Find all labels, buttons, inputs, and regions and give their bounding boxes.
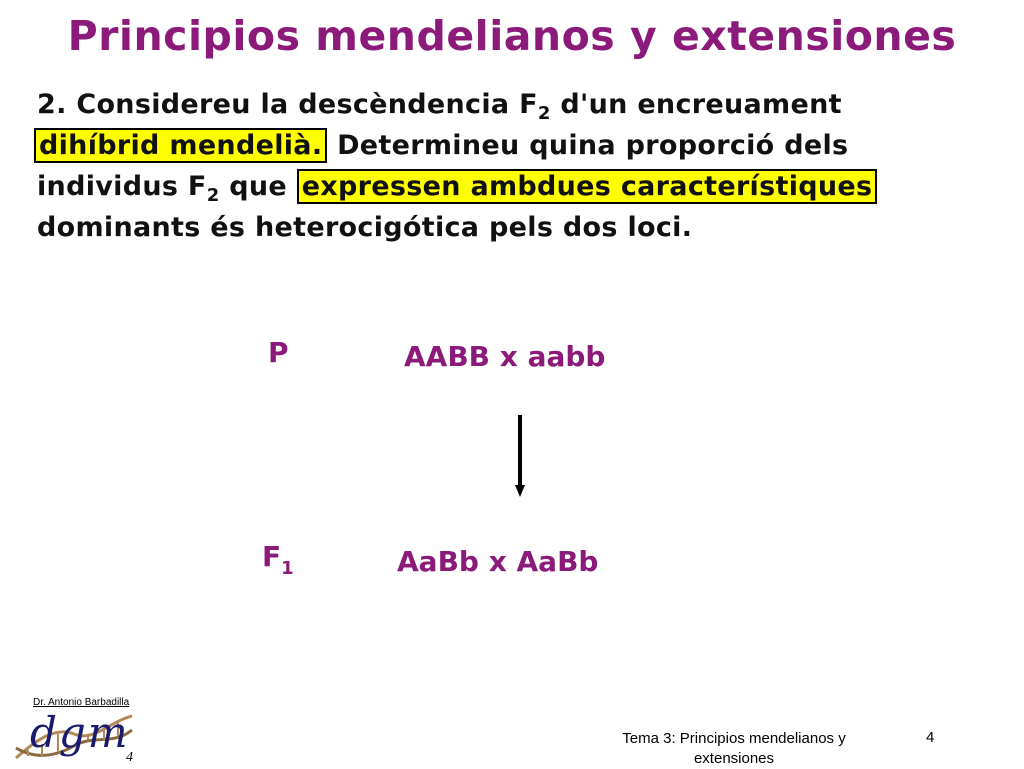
question-line-3-mid: que (219, 171, 297, 202)
subscript: 2 (206, 185, 220, 206)
slide-title: Principios mendelianos y extensiones (67, 12, 957, 60)
author-credit: Dr. Antonio Barbadilla (33, 697, 130, 708)
question-line-2-text: Determineu quina proporció dels (327, 130, 849, 161)
p-generation-label: P (268, 336, 289, 369)
f1-label-text: F (262, 540, 282, 573)
subscript: 2 (537, 103, 551, 124)
f1-generation-label (262, 540, 294, 579)
highlight-dominant-traits: expressen ambdues característiques (297, 169, 878, 204)
question-line-4: dominants és heterocigótica pels dos loci. (37, 212, 693, 243)
question-line-1-text: 2. Considereu la descèndencia F (37, 89, 538, 120)
p-cross-genotypes: AABB x aabb (404, 340, 606, 373)
footer-page-number: 4 (926, 729, 935, 746)
question-line-2 (37, 125, 997, 166)
question-line-3 (37, 166, 997, 207)
f1-cross-genotypes: AaBb x AaBb (397, 545, 599, 578)
footer-course-title: Tema 3: Principios mendelianos y extensiones (622, 730, 846, 767)
logo-slide-number: 4 (126, 750, 133, 765)
highlight-dihybrid: dihíbrid mendelià. (34, 128, 327, 163)
dgm-logo-text: dgm (30, 708, 130, 757)
question-line-1-text-end: d'un encreuament (550, 89, 842, 120)
question-line-3-text: individus F (37, 171, 207, 202)
question-line-1 (37, 84, 997, 125)
question-paragraph (37, 84, 997, 248)
subscript: 1 (281, 558, 294, 579)
down-arrow-icon (512, 415, 528, 499)
